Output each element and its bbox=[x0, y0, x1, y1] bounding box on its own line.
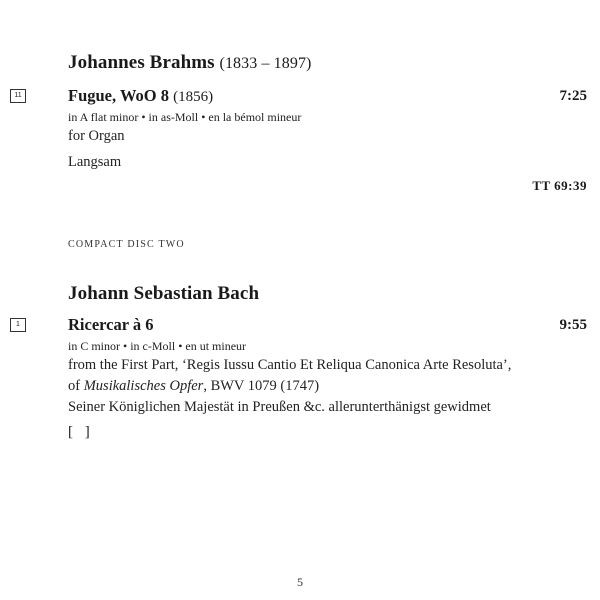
source-line-2-prefix: of bbox=[68, 378, 84, 394]
dedication-line: Seiner Königlichen Majestät in Preußen &c. allerunterthänigst gewidmet bbox=[68, 399, 491, 415]
composer-heading-bach bbox=[68, 283, 259, 305]
source-line-1: from the First Part, ‘Regis Iussu Cantio Et Reliqua Canonica Arte Resoluta’, bbox=[68, 357, 512, 373]
work-collection-title: Musikalisches Opfer bbox=[83, 378, 204, 394]
composer-dates: (1833 – 1897) bbox=[219, 55, 312, 72]
key-line: in C minor • in c-Moll • en ut mineur bbox=[68, 339, 247, 353]
work-title-text: Ricercar à 6 bbox=[68, 315, 154, 334]
track-number-badge: 1 bbox=[10, 318, 26, 332]
work-year: (1856) bbox=[173, 89, 214, 105]
work-title-brahms bbox=[68, 86, 213, 106]
composer-heading-brahms bbox=[68, 52, 312, 74]
composer-name: Johann Sebastian Bach bbox=[68, 283, 260, 304]
total-time: TT 69:39 bbox=[532, 178, 587, 193]
track-number-badge: 11 bbox=[10, 89, 26, 103]
key-line: in A flat minor • in as-Moll • en la bémol mineur bbox=[68, 110, 302, 124]
tempo-line: Langsam bbox=[68, 154, 122, 170]
work-title-bach bbox=[68, 315, 154, 335]
source-line-2-suffix: , BWV 1079 (1747) bbox=[203, 378, 320, 394]
work-title-text: Fugue, WoO 8 bbox=[68, 86, 170, 105]
composer-name: Johannes Brahms bbox=[68, 52, 215, 73]
track-duration: 7:25 bbox=[559, 88, 587, 104]
disc-label: COMPACT DISC TWO bbox=[68, 239, 185, 250]
instrument-line: for Organ bbox=[68, 128, 125, 144]
empty-brackets: [ ] bbox=[68, 424, 90, 440]
source-line-2 bbox=[68, 378, 319, 395]
track-duration: 9:55 bbox=[559, 317, 587, 333]
page-number: 5 bbox=[297, 575, 303, 589]
